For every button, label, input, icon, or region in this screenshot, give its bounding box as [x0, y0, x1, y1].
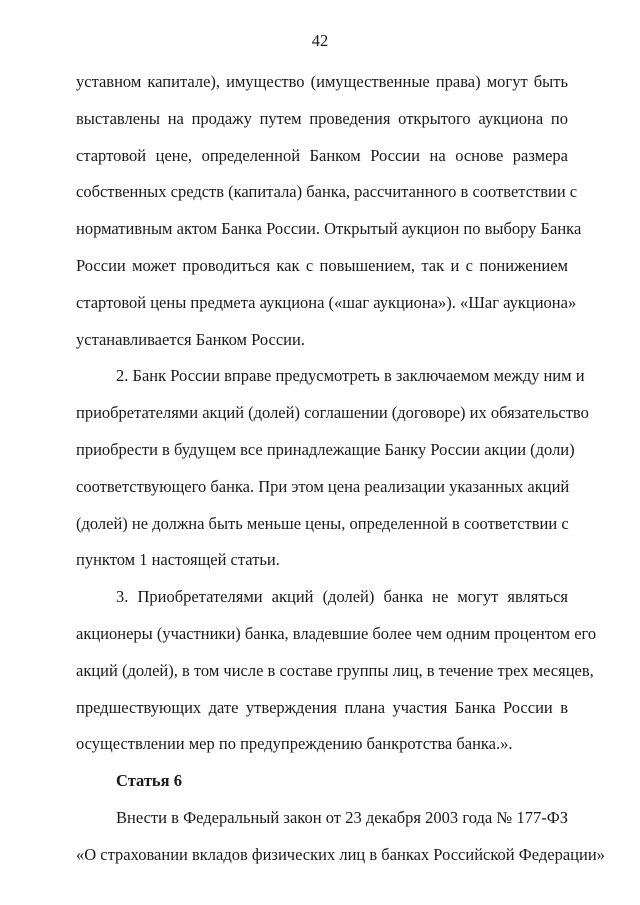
text-line: нормативным актом Банка России. Открытый аукцион по выбору Банка	[76, 219, 582, 239]
text-line: уставном капитале), имущество (имущественные права) могут быть	[76, 72, 568, 91]
text-line: выставлены на продажу путем проведения открытого аукциона по	[76, 108, 568, 128]
paragraph-item-2	[76, 358, 589, 579]
text-line: стартовой цены предмета аукциона («шаг аукциона»). «Шаг аукциона»	[76, 292, 577, 312]
text-line: стартовой цене, определенной Банком России на основе размера	[76, 145, 568, 165]
article-paragraph	[76, 800, 605, 874]
text-line: (долей) не должна быть меньше цены, определенной в соответствии с	[76, 513, 569, 533]
text-line: акционеры (участники) банка, владевшие более чем одним процентом его	[76, 623, 597, 643]
paragraph-item-3	[76, 579, 597, 763]
document-body	[76, 64, 605, 874]
paragraph-continuation	[76, 64, 582, 358]
text-line: устанавливается Банком России.	[76, 329, 305, 349]
text-line: акций (долей), в том числе в составе группы лиц, в течение трех месяцев,	[76, 660, 594, 680]
text-line: 3. Приобретателями акций (долей) банка не могут являться	[116, 587, 568, 607]
page-number: 42	[311, 31, 329, 50]
text-line: предшествующих дате утверждения плана участия Банка России в	[76, 697, 568, 717]
text-line: 2. Банк России вправе предусмотреть в заключаемом между ним и	[116, 366, 585, 386]
text-line: Внести в Федеральный закон от 23 декабря 2003 года № 177-ФЗ	[116, 807, 568, 827]
text-line: собственных средств (капитала) банка, рассчитанного в соответствии с	[76, 182, 578, 202]
article-heading: Статья 6	[116, 771, 182, 791]
text-line: осуществлении мер по предупреждению банкротства банка.».	[76, 734, 513, 754]
text-line: приобрести в будущем все принадлежащие Банку России акции (доли)	[76, 439, 575, 459]
text-line: России может проводиться как с повышением, так и с понижением	[76, 255, 568, 275]
text-line: соответствующего банка. При этом цена реализации указанных акций	[76, 476, 570, 496]
text-line: пунктом 1 настоящей статьи.	[76, 550, 280, 570]
text-line: «О страховании вкладов физических лиц в банках Российской Федерации»	[76, 844, 605, 864]
text-line: приобретателями акций (долей) соглашении (договоре) их обязательство	[76, 403, 589, 423]
